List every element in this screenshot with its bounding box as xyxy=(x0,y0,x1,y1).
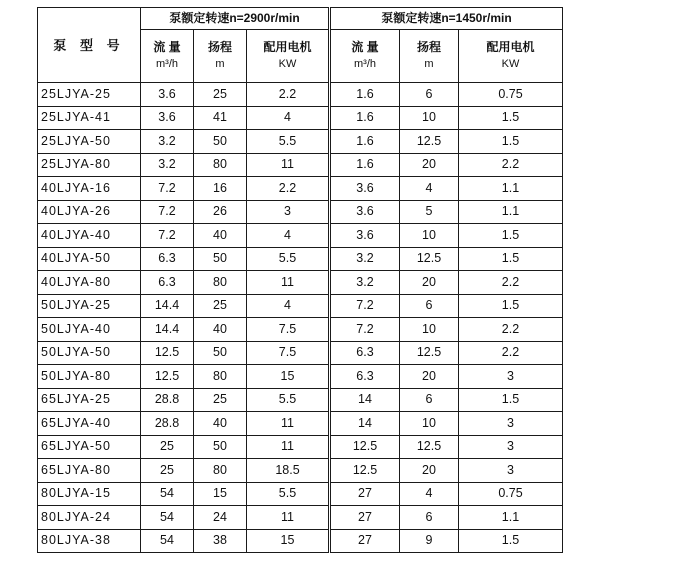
table-row xyxy=(38,247,563,271)
flow-2900-cell: 3.2 xyxy=(141,153,194,177)
flow-1450-cell: 6.3 xyxy=(330,365,400,389)
head-2900-cell: 16 xyxy=(194,177,247,201)
motor-1450-cell: 3 xyxy=(459,459,563,483)
pump-spec-table xyxy=(37,7,563,553)
motor-header-1450 xyxy=(459,30,563,83)
header-unit: m³/h xyxy=(354,58,376,70)
table-row xyxy=(38,341,563,365)
table-row xyxy=(38,506,563,530)
head-2900-cell: 50 xyxy=(194,435,247,459)
table-row xyxy=(38,388,563,412)
header-label: 扬程 xyxy=(416,40,441,54)
motor-1450-cell: 1.1 xyxy=(459,506,563,530)
table-row xyxy=(38,224,563,248)
table-body xyxy=(38,83,563,553)
motor-1450-cell: 1.5 xyxy=(459,247,563,271)
model-cell: 40LJYA-16 xyxy=(38,177,141,201)
model-cell: 50LJYA-25 xyxy=(38,294,141,318)
head-1450-cell: 10 xyxy=(400,412,459,436)
head-1450-cell: 6 xyxy=(400,294,459,318)
table-row xyxy=(38,412,563,436)
head-2900-cell: 80 xyxy=(194,271,247,295)
flow-2900-cell: 14.4 xyxy=(141,318,194,342)
table-row xyxy=(38,83,563,107)
flow-1450-cell: 14 xyxy=(330,388,400,412)
head-2900-cell: 41 xyxy=(194,106,247,130)
flow-1450-cell: 12.5 xyxy=(330,459,400,483)
flow-1450-cell: 27 xyxy=(330,482,400,506)
head-2900-cell: 15 xyxy=(194,482,247,506)
model-cell: 50LJYA-80 xyxy=(38,365,141,389)
head-2900-cell: 50 xyxy=(194,130,247,154)
model-cell: 40LJYA-26 xyxy=(38,200,141,224)
flow-2900-cell: 12.5 xyxy=(141,365,194,389)
motor-2900-cell: 4 xyxy=(247,294,330,318)
table-row xyxy=(38,177,563,201)
table-row xyxy=(38,459,563,483)
head-2900-cell: 25 xyxy=(194,83,247,107)
head-1450-cell: 10 xyxy=(400,106,459,130)
header-label: 配用电机 xyxy=(263,40,312,54)
model-cell: 65LJYA-80 xyxy=(38,459,141,483)
model-cell: 50LJYA-40 xyxy=(38,318,141,342)
flow-1450-cell: 3.6 xyxy=(330,224,400,248)
head-2900-cell: 80 xyxy=(194,459,247,483)
head-header-1450 xyxy=(400,30,459,83)
head-2900-cell: 40 xyxy=(194,318,247,342)
motor-1450-cell: 1.5 xyxy=(459,529,563,553)
motor-2900-cell: 5.5 xyxy=(247,247,330,271)
header-label: 配用电机 xyxy=(486,40,535,54)
motor-2900-cell: 5.5 xyxy=(247,130,330,154)
flow-2900-cell: 28.8 xyxy=(141,412,194,436)
head-1450-cell: 6 xyxy=(400,83,459,107)
head-1450-cell: 12.5 xyxy=(400,130,459,154)
model-cell: 80LJYA-24 xyxy=(38,506,141,530)
motor-2900-cell: 2.2 xyxy=(247,177,330,201)
flow-2900-cell: 54 xyxy=(141,482,194,506)
motor-2900-cell: 5.5 xyxy=(247,482,330,506)
motor-2900-cell: 4 xyxy=(247,224,330,248)
motor-1450-cell: 1.5 xyxy=(459,106,563,130)
head-1450-cell: 12.5 xyxy=(400,341,459,365)
motor-1450-cell: 3 xyxy=(459,435,563,459)
motor-2900-cell: 2.2 xyxy=(247,83,330,107)
head-1450-cell: 10 xyxy=(400,318,459,342)
head-1450-cell: 20 xyxy=(400,365,459,389)
motor-1450-cell: 1.5 xyxy=(459,388,563,412)
model-cell: 65LJYA-50 xyxy=(38,435,141,459)
head-2900-cell: 25 xyxy=(194,294,247,318)
head-2900-cell: 26 xyxy=(194,200,247,224)
motor-2900-cell: 11 xyxy=(247,506,330,530)
flow-2900-cell: 7.2 xyxy=(141,177,194,201)
table-row xyxy=(38,529,563,553)
head-2900-cell: 25 xyxy=(194,388,247,412)
flow-1450-cell: 3.6 xyxy=(330,177,400,201)
motor-1450-cell: 1.1 xyxy=(459,177,563,201)
header-unit: KW xyxy=(278,58,297,70)
header-unit: m xyxy=(424,58,434,70)
motor-2900-cell: 7.5 xyxy=(247,341,330,365)
table-row xyxy=(38,294,563,318)
motor-1450-cell: 2.2 xyxy=(459,271,563,295)
table-row xyxy=(38,365,563,389)
head-2900-cell: 50 xyxy=(194,341,247,365)
flow-2900-cell: 3.2 xyxy=(141,130,194,154)
motor-2900-cell: 5.5 xyxy=(247,388,330,412)
flow-2900-cell: 7.2 xyxy=(141,200,194,224)
flow-2900-cell: 12.5 xyxy=(141,341,194,365)
speed-1450-group-header: 泵额定转速n=1450r/min xyxy=(330,8,563,30)
model-cell: 25LJYA-25 xyxy=(38,83,141,107)
head-1450-cell: 12.5 xyxy=(400,435,459,459)
motor-2900-cell: 11 xyxy=(247,435,330,459)
model-cell: 50LJYA-50 xyxy=(38,341,141,365)
speed-2900-group-header: 泵额定转速n=2900r/min xyxy=(141,8,330,30)
flow-1450-cell: 1.6 xyxy=(330,83,400,107)
table-row xyxy=(38,482,563,506)
model-column-header: 泵 型 号 xyxy=(38,8,141,83)
motor-2900-cell: 3 xyxy=(247,200,330,224)
flow-1450-cell: 7.2 xyxy=(330,294,400,318)
head-2900-cell: 38 xyxy=(194,529,247,553)
head-1450-cell: 12.5 xyxy=(400,247,459,271)
flow-2900-cell: 28.8 xyxy=(141,388,194,412)
flow-2900-cell: 7.2 xyxy=(141,224,194,248)
flow-2900-cell: 25 xyxy=(141,459,194,483)
model-cell: 25LJYA-41 xyxy=(38,106,141,130)
motor-1450-cell: 2.2 xyxy=(459,153,563,177)
flow-1450-cell: 12.5 xyxy=(330,435,400,459)
head-2900-cell: 50 xyxy=(194,247,247,271)
flow-1450-cell: 1.6 xyxy=(330,153,400,177)
model-cell: 65LJYA-25 xyxy=(38,388,141,412)
header-unit: KW xyxy=(501,58,520,70)
flow-2900-cell: 3.6 xyxy=(141,83,194,107)
table-row xyxy=(38,200,563,224)
motor-2900-cell: 4 xyxy=(247,106,330,130)
motor-1450-cell: 1.5 xyxy=(459,294,563,318)
head-1450-cell: 20 xyxy=(400,271,459,295)
header-label: 流 量 xyxy=(153,40,181,54)
header-label: 扬程 xyxy=(207,40,232,54)
flow-1450-cell: 6.3 xyxy=(330,341,400,365)
motor-1450-cell: 0.75 xyxy=(459,83,563,107)
head-1450-cell: 5 xyxy=(400,200,459,224)
flow-2900-cell: 54 xyxy=(141,529,194,553)
header-unit: m xyxy=(215,58,225,70)
flow-header-2900 xyxy=(141,30,194,83)
head-2900-cell: 40 xyxy=(194,412,247,436)
motor-2900-cell: 11 xyxy=(247,153,330,177)
motor-1450-cell: 1.5 xyxy=(459,224,563,248)
motor-1450-cell: 1.5 xyxy=(459,130,563,154)
motor-1450-cell: 0.75 xyxy=(459,482,563,506)
flow-2900-cell: 6.3 xyxy=(141,247,194,271)
flow-1450-cell: 1.6 xyxy=(330,106,400,130)
table-row xyxy=(38,130,563,154)
motor-2900-cell: 15 xyxy=(247,365,330,389)
model-cell: 40LJYA-40 xyxy=(38,224,141,248)
table-row xyxy=(38,435,563,459)
motor-1450-cell: 1.1 xyxy=(459,200,563,224)
head-2900-cell: 40 xyxy=(194,224,247,248)
flow-1450-cell: 27 xyxy=(330,506,400,530)
table-row xyxy=(38,271,563,295)
flow-2900-cell: 14.4 xyxy=(141,294,194,318)
flow-1450-cell: 3.6 xyxy=(330,200,400,224)
model-cell: 65LJYA-40 xyxy=(38,412,141,436)
motor-2900-cell: 7.5 xyxy=(247,318,330,342)
table-row xyxy=(38,318,563,342)
head-1450-cell: 10 xyxy=(400,224,459,248)
table-row xyxy=(38,106,563,130)
header-label: 流 量 xyxy=(351,40,379,54)
head-1450-cell: 4 xyxy=(400,482,459,506)
motor-2900-cell: 15 xyxy=(247,529,330,553)
head-1450-cell: 6 xyxy=(400,506,459,530)
head-1450-cell: 9 xyxy=(400,529,459,553)
model-cell: 80LJYA-38 xyxy=(38,529,141,553)
flow-1450-cell: 14 xyxy=(330,412,400,436)
model-cell: 40LJYA-80 xyxy=(38,271,141,295)
model-cell: 25LJYA-80 xyxy=(38,153,141,177)
pump-spec-sheet xyxy=(37,7,563,553)
flow-1450-cell: 1.6 xyxy=(330,130,400,154)
head-2900-cell: 80 xyxy=(194,365,247,389)
model-cell: 25LJYA-50 xyxy=(38,130,141,154)
motor-1450-cell: 3 xyxy=(459,412,563,436)
motor-header-2900 xyxy=(247,30,330,83)
flow-2900-cell: 3.6 xyxy=(141,106,194,130)
model-cell: 40LJYA-50 xyxy=(38,247,141,271)
head-1450-cell: 20 xyxy=(400,153,459,177)
head-1450-cell: 20 xyxy=(400,459,459,483)
flow-1450-cell: 3.2 xyxy=(330,247,400,271)
flow-2900-cell: 6.3 xyxy=(141,271,194,295)
motor-2900-cell: 11 xyxy=(247,412,330,436)
head-2900-cell: 24 xyxy=(194,506,247,530)
flow-1450-cell: 27 xyxy=(330,529,400,553)
motor-1450-cell: 2.2 xyxy=(459,318,563,342)
header-unit: m³/h xyxy=(156,58,178,70)
head-1450-cell: 4 xyxy=(400,177,459,201)
flow-1450-cell: 7.2 xyxy=(330,318,400,342)
model-cell: 80LJYA-15 xyxy=(38,482,141,506)
table-row xyxy=(38,153,563,177)
head-2900-cell: 80 xyxy=(194,153,247,177)
head-header-2900 xyxy=(194,30,247,83)
flow-1450-cell: 3.2 xyxy=(330,271,400,295)
motor-2900-cell: 18.5 xyxy=(247,459,330,483)
motor-2900-cell: 11 xyxy=(247,271,330,295)
motor-1450-cell: 2.2 xyxy=(459,341,563,365)
head-1450-cell: 6 xyxy=(400,388,459,412)
motor-1450-cell: 3 xyxy=(459,365,563,389)
flow-header-1450 xyxy=(330,30,400,83)
flow-2900-cell: 54 xyxy=(141,506,194,530)
flow-2900-cell: 25 xyxy=(141,435,194,459)
